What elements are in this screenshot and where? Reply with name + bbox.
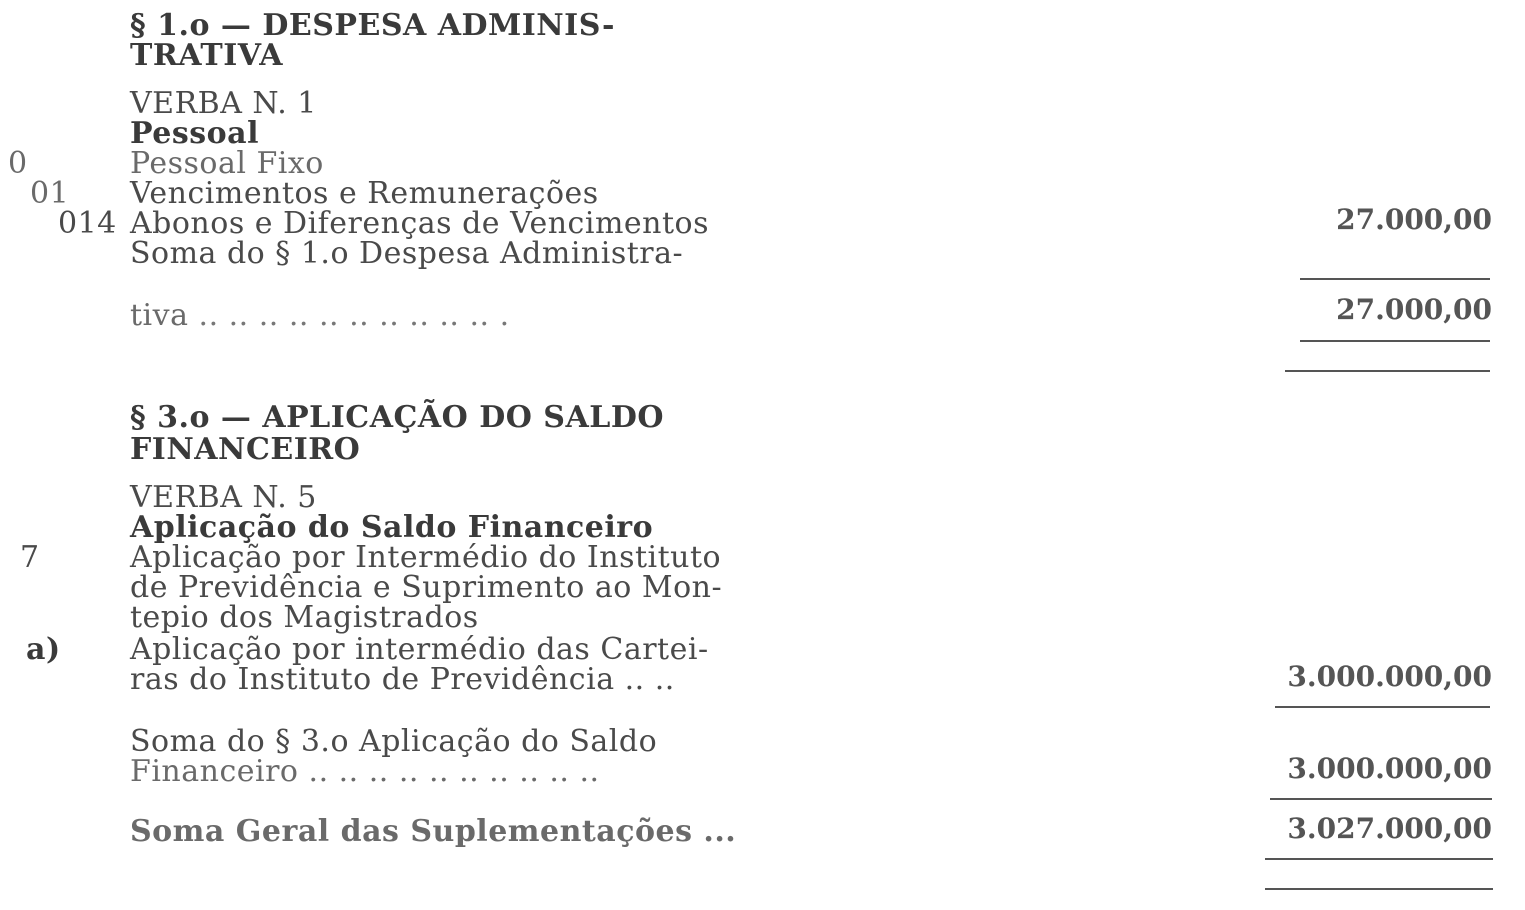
total-label: Soma Geral das Suplementações ... — [130, 814, 737, 849]
item-code-01: 01 — [30, 176, 70, 211]
section1-verba: VERBA N. 1 — [130, 86, 317, 121]
item-text-vencimentos: Vencimentos e Remunerações — [130, 176, 599, 211]
amount-abonos: 27.000,00 — [1336, 203, 1492, 236]
amount-total: 3.027.000,00 — [1287, 812, 1492, 845]
section1-heading-line1: § 1.o — DESPESA ADMINIS- — [130, 8, 615, 43]
item7-line1: Aplicação por Intermédio do Instituto — [130, 540, 722, 575]
section1-heading-line2: TRATIVA — [130, 38, 283, 73]
item-text-abonos: Abonos e Diferenças de Vencimentos — [130, 206, 709, 241]
section3-heading-line2: FINANCEIRO — [130, 432, 361, 467]
section3-verba-title: Aplicação do Saldo Financeiro — [130, 510, 654, 545]
item-code-0: 0 — [8, 146, 28, 181]
item-a-line1: Aplicação por intermédio das Cartei- — [130, 632, 709, 667]
amount-soma-section3: 3.000.000,00 — [1287, 752, 1492, 785]
section1-soma-line2 — [130, 300, 510, 332]
divider-rule — [1265, 888, 1493, 890]
item-code-a: a) — [26, 632, 61, 667]
amount-soma-section1: 27.000,00 — [1336, 293, 1492, 326]
item-text-pessoal-fixo: Pessoal Fixo — [130, 146, 324, 181]
amount-item-a: 3.000.000,00 — [1287, 660, 1492, 693]
item7-line3: tepio dos Magistrados — [130, 600, 479, 635]
item-a-line2: ras do Instituto de Previdência .. .. — [130, 662, 675, 697]
item-code-7: 7 — [20, 540, 40, 575]
item7-line2: de Previdência e Suprimento ao Mon- — [130, 570, 723, 605]
section1-verba-title: Pessoal — [130, 116, 259, 151]
section1-soma-line1: Soma do § 1.o Despesa Administra- — [130, 236, 684, 271]
divider-rule — [1270, 798, 1492, 800]
section3-verba: VERBA N. 5 — [130, 480, 317, 515]
section3-heading-line1: § 3.o — APLICAÇÃO DO SALDO — [130, 400, 664, 435]
divider-rule — [1300, 278, 1490, 280]
section3-soma-line1: Soma do § 3.o Aplicação do Saldo — [130, 724, 658, 759]
divider-rule — [1265, 858, 1493, 860]
section3-soma-line2: Financeiro .. .. .. .. .. .. .. .. .. .. — [130, 754, 600, 789]
soma-line2-label: tiva — [130, 298, 189, 333]
divider-rule — [1275, 706, 1490, 708]
soma-leader: .. .. .. .. .. .. .. .. .. .. . — [198, 298, 510, 333]
divider-rule — [1300, 340, 1490, 342]
item-code-014: 014 — [58, 206, 117, 241]
divider-rule — [1285, 370, 1490, 372]
